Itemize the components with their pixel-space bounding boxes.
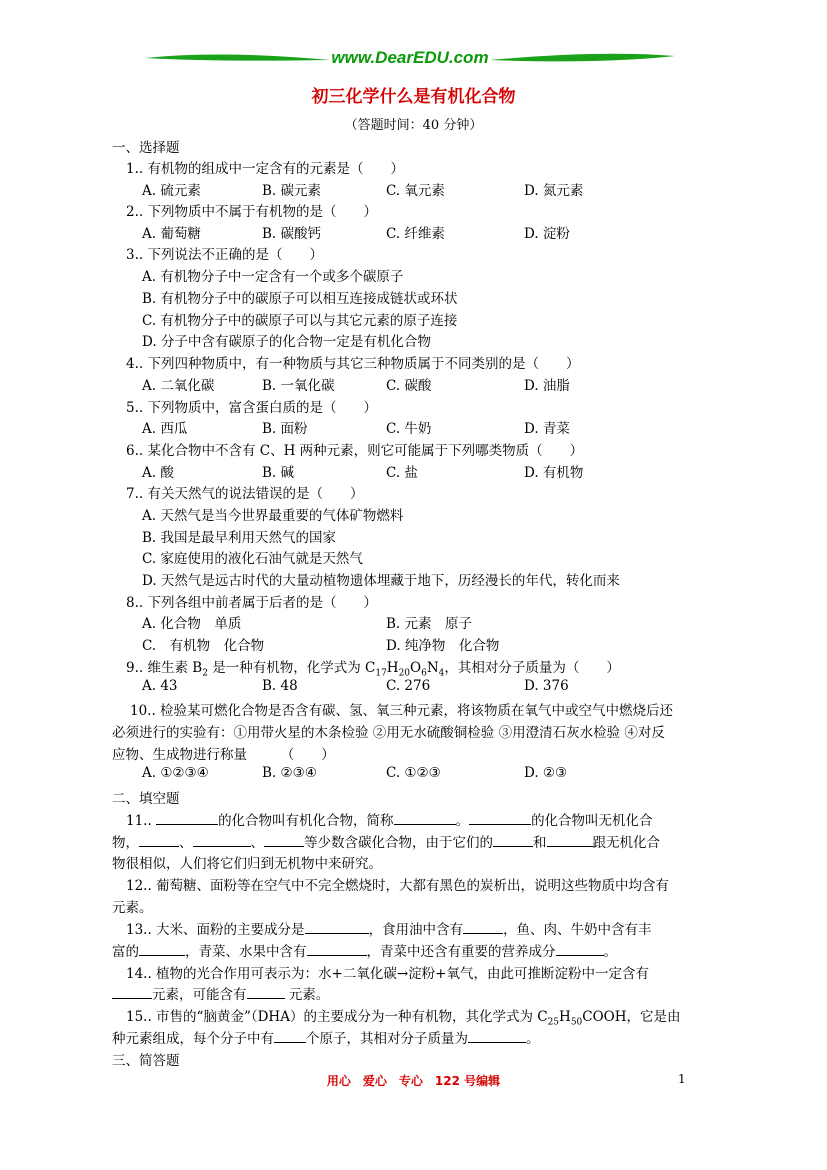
question-stem-cont: 应物、生成物进行称量 （ ） xyxy=(112,747,335,763)
option-c: C. 盐 xyxy=(386,465,418,481)
option-c: C. 碳酸 xyxy=(386,378,432,394)
option-b: B. 碳元素 xyxy=(262,183,322,199)
blank xyxy=(274,1028,306,1043)
question-stem: 9.. 维生素 $B_2$ 是一种有机物，化学式为 $C_{17}H_{20}O_6N_4$，其相对分子质量为（ ） xyxy=(126,660,620,679)
option-a: A. 天然气是当今世界最重要的气体矿物燃料 xyxy=(142,508,404,524)
option-b: B. 我国是最早利用天然气的国家 xyxy=(142,530,337,546)
option-b: B. 碳酸钙 xyxy=(262,226,322,242)
page-number: 1 xyxy=(678,1072,686,1086)
blank xyxy=(469,810,531,825)
blank xyxy=(112,984,152,999)
option-d: D. 青菜 xyxy=(524,421,570,437)
option-b: B. 面粉 xyxy=(262,421,308,437)
blank xyxy=(468,1028,526,1043)
question-stem: 5.. 下列物质中，富含蛋白质的是（ ） xyxy=(126,400,377,416)
fill-question: 11.. 的化合物叫有机化合物，简称 。 的化合物叫无机化合 xyxy=(126,809,653,829)
option-b: B. ②③④ xyxy=(262,765,317,781)
blank xyxy=(556,941,604,956)
option-c: C. 家庭使用的液化石油气就是天然气 xyxy=(142,551,363,567)
option-a: A. 硫元素 xyxy=(142,183,201,199)
fill-question: 12.. 葡萄糖、面粉等在空气中不完全燃烧时，大都有黑色的炭析出，说明这些物质中均含有 xyxy=(126,878,670,894)
option-c: C. 276 xyxy=(386,678,431,694)
option-d: D. 氮元素 xyxy=(524,183,584,199)
blank xyxy=(193,832,251,847)
option-c: C. 氧元素 xyxy=(386,183,445,199)
fill-question-cont: 富的 ，青菜、水果中含有 ，青菜中还含有重要的营养成分 。 xyxy=(112,940,617,960)
page-subtitle: （答题时间：40 分钟） xyxy=(344,118,483,133)
blank xyxy=(463,919,503,934)
option-d: D. ②③ xyxy=(524,765,568,781)
fill-question: 15.. 市售的“脑黄金”（DHA）的主要成分为一种有机物，其化学式为 $C_{25}H_{50}COOH$，它是由 xyxy=(126,1009,681,1028)
fill-question-cont: 物， 、 、 等少数含碳化合物，由于它们的 和 跟无机化合 xyxy=(112,831,660,851)
blank xyxy=(247,984,285,999)
blank xyxy=(156,810,218,825)
question-stem: 7.. 有关天然气的说法错误的是（ ） xyxy=(126,486,364,502)
option-d: D. 天然气是远古时代的大量动植物遗体埋藏于地下，历经漫长的年代，转化而来 xyxy=(142,573,620,589)
blank xyxy=(264,832,304,847)
fill-question-cont: 元素。 xyxy=(112,900,153,916)
option-a: A. 43 xyxy=(142,678,178,694)
page-title: 初三化学什么是有机化合物 xyxy=(311,87,516,107)
option-c: C. 牛奶 xyxy=(386,421,432,437)
option-b: B. 一氧化碳 xyxy=(262,378,335,394)
option-b: B. 有机物分子中的碳原子可以相互连接成链状或环状 xyxy=(142,291,458,307)
option-d: D. 油脂 xyxy=(524,378,570,394)
option-a: A. 西瓜 xyxy=(142,421,188,437)
option-a: A. 葡萄糖 xyxy=(142,226,201,242)
fill-question: 13.. 大米、面粉的主要成分是 ，食用油中含有 ，鱼、肉、牛奶中含有丰 xyxy=(126,918,652,938)
blank xyxy=(547,832,593,847)
question-stem: 10.. 检验某可燃化合物是否含有碳、氢、氧三种元素，将该物质在氧气中或空气中燃烧后还 xyxy=(130,703,674,719)
page-footer: 用心 爱心 专心 122 号编辑 xyxy=(326,1074,501,1088)
option-a: A. 二氧化碳 xyxy=(142,378,215,394)
question-stem: 4.. 下列四种物质中，有一种物质与其它三种物质属于不同类别的是（ ） xyxy=(126,356,580,372)
blank xyxy=(139,832,179,847)
section-heading: 三、简答题 xyxy=(112,1053,180,1069)
question-stem: 1.. 有机物的组成中一定含有的元素是（ ） xyxy=(126,161,404,177)
question-stem-cont: 必须进行的实验有：①用带火星的木条检验 ②用无水硫酸铜检验 ③用澄清石灰水检验 ④对反 xyxy=(112,725,665,741)
option-d: D. 淀粉 xyxy=(524,226,570,242)
option-b: B. 元素 原子 xyxy=(386,616,473,632)
option-d: D. 376 xyxy=(524,678,569,694)
option-d: D. 纯净物 化合物 xyxy=(386,638,500,654)
blank xyxy=(139,941,185,956)
option-a: A. 酸 xyxy=(142,465,174,481)
question-stem: 2.. 下列物质中不属于有机物的是（ ） xyxy=(126,204,377,220)
site-logo-text: www.DearEDU.com xyxy=(331,48,489,67)
option-c: C. 纤维素 xyxy=(386,226,445,242)
site-header xyxy=(140,46,680,76)
fill-question-cont: 元素，可能含有 元素。 xyxy=(112,983,329,1003)
option-b: B. 48 xyxy=(262,678,298,694)
question-stem: 8.. 下列各组中前者属于后者的是（ ） xyxy=(126,595,377,611)
option-a: A. ①②③④ xyxy=(142,765,209,781)
option-b: B. 碱 xyxy=(262,465,295,481)
fill-question-cont: 物很相似，人们将它们归到无机物中来研究。 xyxy=(112,856,382,872)
option-a: A. 化合物 单质 xyxy=(142,616,242,632)
option-a: A. 有机物分子中一定含有一个或多个碳原子 xyxy=(142,269,404,285)
fill-question: 14.. 植物的光合作用可表示为：水+二氧化碳→淀粉+氧气，由此可推断淀粉中一定含有 xyxy=(126,966,649,982)
blank xyxy=(307,941,367,956)
blank xyxy=(394,810,456,825)
section-heading: 二、填空题 xyxy=(112,791,180,807)
section-heading: 一、选择题 xyxy=(112,140,180,156)
option-c: C. ①②③ xyxy=(386,765,441,781)
option-c: C. 有机物分子中的碳原子可以与其它元素的原子连接 xyxy=(142,313,458,329)
option-d: D. 有机物 xyxy=(524,465,584,481)
option-d: D. 分子中含有碳原子的化合物一定是有机化合物 xyxy=(142,334,431,350)
question-stem: 3.. 下列说法不正确的是（ ） xyxy=(126,247,323,263)
blank xyxy=(493,832,533,847)
question-stem: 6.. 某化合物中不含有 C、H 两种元素，则它可能属于下列哪类物质（ ） xyxy=(126,443,584,459)
option-c: C. 有机物 化合物 xyxy=(142,638,265,654)
fill-question-cont: 种元素组成，每个分子中有 个原子，其相对分子质量为 。 xyxy=(112,1027,540,1047)
blank xyxy=(305,919,369,934)
